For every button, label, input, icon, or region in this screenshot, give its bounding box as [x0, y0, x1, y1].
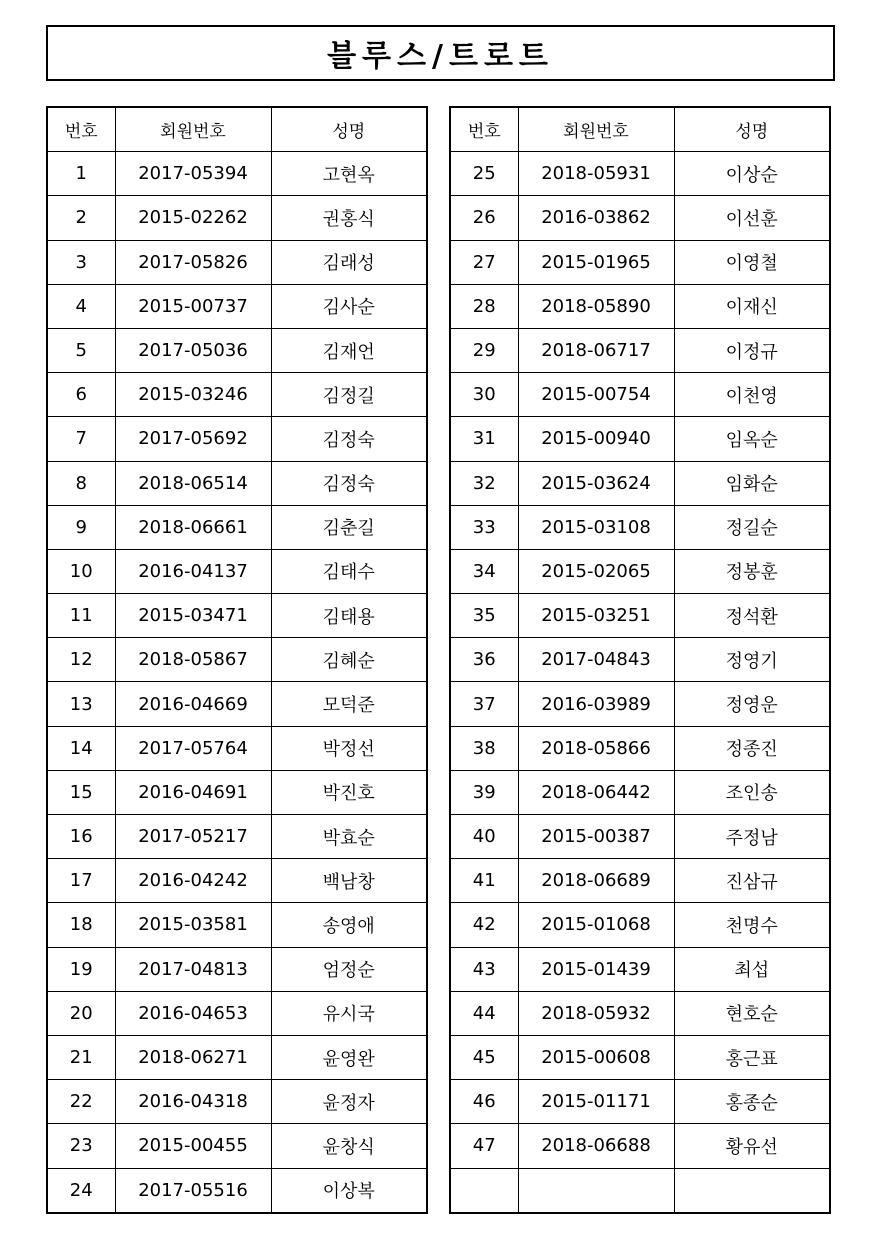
cell-no: 45: [450, 1035, 518, 1079]
table-row: [450, 770, 830, 814]
cell-no: 7: [47, 417, 115, 461]
table-row: [450, 726, 830, 770]
table-row: [450, 549, 830, 593]
cell-no: 15: [47, 770, 115, 814]
cell-no: 23: [47, 1124, 115, 1168]
cell-member-id: 2016-04691: [115, 770, 271, 814]
cell-no: 32: [450, 461, 518, 505]
table-row: [47, 991, 427, 1035]
cell-member-id: 2017-05826: [115, 240, 271, 284]
cell-name: 권홍식: [271, 196, 427, 240]
cell-name: 이재신: [674, 284, 830, 328]
cell-no: 26: [450, 196, 518, 240]
table-row: [450, 815, 830, 859]
cell-member-id: 2015-01965: [518, 240, 674, 284]
cell-no: 22: [47, 1080, 115, 1124]
table-row: [450, 1124, 830, 1168]
cell-name: 정영기: [674, 638, 830, 682]
table-row: [450, 240, 830, 284]
cell-member-id: 2018-05890: [518, 284, 674, 328]
cell-name: 정종진: [674, 726, 830, 770]
member-table-left: [46, 106, 428, 1214]
header-no: 번호: [450, 107, 518, 152]
table-row: [450, 1168, 830, 1213]
cell-no: 44: [450, 991, 518, 1035]
cell-member-id: 2015-02262: [115, 196, 271, 240]
cell-name: 정길순: [674, 505, 830, 549]
cell-name: 이정규: [674, 328, 830, 372]
header-row: [47, 107, 427, 152]
cell-name: 윤정자: [271, 1080, 427, 1124]
cell-name: 이천영: [674, 373, 830, 417]
cell-name: 김정숙: [271, 461, 427, 505]
cell-member-id: 2015-00455: [115, 1124, 271, 1168]
header-member-id: 회원번호: [518, 107, 674, 152]
cell-no: 17: [47, 859, 115, 903]
cell-name: 임화순: [674, 461, 830, 505]
cell-name: 황유선: [674, 1124, 830, 1168]
cell-no: 18: [47, 903, 115, 947]
cell-name: 조인송: [674, 770, 830, 814]
cell-no: 40: [450, 815, 518, 859]
cell-no: 38: [450, 726, 518, 770]
cell-no: 1: [47, 152, 115, 196]
cell-member-id: 2015-00754: [518, 373, 674, 417]
cell-member-id: 2017-04813: [115, 947, 271, 991]
cell-no: 12: [47, 638, 115, 682]
member-table-right: [449, 106, 831, 1214]
cell-member-id: 2015-00940: [518, 417, 674, 461]
cell-no: 6: [47, 373, 115, 417]
cell-member-id: 2018-06514: [115, 461, 271, 505]
page-title: 블루스/트로트: [327, 39, 554, 74]
cell-name: 박진호: [271, 770, 427, 814]
cell-member-id: 2015-03108: [518, 505, 674, 549]
cell-name: 김춘길: [271, 505, 427, 549]
table-body-right: [450, 152, 830, 1213]
cell-name: [674, 1168, 830, 1213]
cell-no: 41: [450, 859, 518, 903]
cell-member-id: 2018-06688: [518, 1124, 674, 1168]
table-row: [47, 1168, 427, 1213]
cell-no: [450, 1168, 518, 1213]
cell-name: 모덕준: [271, 682, 427, 726]
cell-member-id: 2016-03862: [518, 196, 674, 240]
table-row: [450, 328, 830, 372]
table-row: [450, 638, 830, 682]
cell-no: 19: [47, 947, 115, 991]
cell-member-id: 2017-05217: [115, 815, 271, 859]
table-row: [450, 152, 830, 196]
cell-no: 28: [450, 284, 518, 328]
cell-name: 정봉훈: [674, 549, 830, 593]
cell-member-id: 2017-05692: [115, 417, 271, 461]
table-row: [450, 505, 830, 549]
table-row: [47, 947, 427, 991]
cell-member-id: 2015-02065: [518, 549, 674, 593]
cell-member-id: 2015-00608: [518, 1035, 674, 1079]
cell-name: 현호순: [674, 991, 830, 1035]
table-row: [47, 373, 427, 417]
cell-name: 윤영완: [271, 1035, 427, 1079]
cell-name: 윤창식: [271, 1124, 427, 1168]
cell-no: 16: [47, 815, 115, 859]
cell-name: 이영철: [674, 240, 830, 284]
table-row: [47, 1080, 427, 1124]
title-box: [46, 25, 835, 81]
cell-no: 25: [450, 152, 518, 196]
cell-member-id: 2015-03471: [115, 594, 271, 638]
cell-name: 엄정순: [271, 947, 427, 991]
table-row: [47, 417, 427, 461]
cell-member-id: 2015-01171: [518, 1080, 674, 1124]
cell-name: 김재언: [271, 328, 427, 372]
cell-name: 박정선: [271, 726, 427, 770]
header-row: [450, 107, 830, 152]
cell-no: 24: [47, 1168, 115, 1213]
cell-name: 김혜순: [271, 638, 427, 682]
cell-member-id: 2016-04318: [115, 1080, 271, 1124]
cell-name: 주정남: [674, 815, 830, 859]
cell-member-id: 2015-01439: [518, 947, 674, 991]
cell-member-id: 2017-05516: [115, 1168, 271, 1213]
header-member-id: 회원번호: [115, 107, 271, 152]
cell-member-id: 2015-00387: [518, 815, 674, 859]
cell-no: 39: [450, 770, 518, 814]
cell-name: 천명수: [674, 903, 830, 947]
cell-name: 고현옥: [271, 152, 427, 196]
cell-member-id: 2015-03251: [518, 594, 674, 638]
cell-member-id: 2018-05866: [518, 726, 674, 770]
cell-name: 최섭: [674, 947, 830, 991]
cell-name: 김정길: [271, 373, 427, 417]
cell-name: 김정숙: [271, 417, 427, 461]
header-no: 번호: [47, 107, 115, 152]
cell-no: 33: [450, 505, 518, 549]
cell-member-id: 2018-06661: [115, 505, 271, 549]
cell-name: 홍종순: [674, 1080, 830, 1124]
cell-no: 30: [450, 373, 518, 417]
cell-name: 김태수: [271, 549, 427, 593]
table-row: [47, 196, 427, 240]
table-row: [47, 682, 427, 726]
table-row: [450, 859, 830, 903]
table-row: [47, 152, 427, 196]
table-row: [450, 947, 830, 991]
table-row: [450, 417, 830, 461]
table-body-left: [47, 152, 427, 1213]
table-row: [450, 991, 830, 1035]
cell-no: 21: [47, 1035, 115, 1079]
cell-name: 정영운: [674, 682, 830, 726]
cell-no: 46: [450, 1080, 518, 1124]
cell-name: 김태용: [271, 594, 427, 638]
cell-no: 13: [47, 682, 115, 726]
cell-name: 김사순: [271, 284, 427, 328]
cell-no: 36: [450, 638, 518, 682]
cell-no: 11: [47, 594, 115, 638]
cell-member-id: 2018-05932: [518, 991, 674, 1035]
cell-no: 4: [47, 284, 115, 328]
cell-name: 정석환: [674, 594, 830, 638]
table-row: [450, 373, 830, 417]
table-row: [47, 461, 427, 505]
table-row: [47, 903, 427, 947]
cell-no: 34: [450, 549, 518, 593]
cell-no: 2: [47, 196, 115, 240]
cell-no: 42: [450, 903, 518, 947]
cell-name: 이상복: [271, 1168, 427, 1213]
cell-member-id: 2015-01068: [518, 903, 674, 947]
cell-member-id: 2016-04242: [115, 859, 271, 903]
cell-member-id: 2018-05931: [518, 152, 674, 196]
table-row: [47, 1035, 427, 1079]
table-row: [450, 682, 830, 726]
cell-member-id: 2018-06689: [518, 859, 674, 903]
cell-no: 5: [47, 328, 115, 372]
cell-name: 진삼규: [674, 859, 830, 903]
table-row: [47, 328, 427, 372]
cell-no: 10: [47, 549, 115, 593]
table-row: [47, 284, 427, 328]
cell-no: 20: [47, 991, 115, 1035]
table-row: [450, 196, 830, 240]
table-row: [450, 594, 830, 638]
cell-member-id: 2018-06717: [518, 328, 674, 372]
cell-name: 임옥순: [674, 417, 830, 461]
table-row: [47, 549, 427, 593]
cell-member-id: 2017-05394: [115, 152, 271, 196]
cell-member-id: 2018-06442: [518, 770, 674, 814]
cell-no: 37: [450, 682, 518, 726]
cell-member-id: 2015-03581: [115, 903, 271, 947]
table-row: [47, 859, 427, 903]
cell-no: 27: [450, 240, 518, 284]
cell-name: 홍근표: [674, 1035, 830, 1079]
table-row: [47, 505, 427, 549]
table-row: [450, 1035, 830, 1079]
table-row: [450, 461, 830, 505]
table-row: [47, 726, 427, 770]
cell-name: 박효순: [271, 815, 427, 859]
cell-member-id: 2015-03624: [518, 461, 674, 505]
cell-name: 이선훈: [674, 196, 830, 240]
header-name: 성명: [271, 107, 427, 152]
cell-name: 이상순: [674, 152, 830, 196]
table-row: [47, 594, 427, 638]
cell-member-id: 2018-05867: [115, 638, 271, 682]
table-row: [47, 815, 427, 859]
cell-name: 송영애: [271, 903, 427, 947]
cell-name: 유시국: [271, 991, 427, 1035]
cell-no: 43: [450, 947, 518, 991]
cell-member-id: 2016-03989: [518, 682, 674, 726]
table-row: [450, 903, 830, 947]
cell-member-id: 2017-04843: [518, 638, 674, 682]
table-row: [47, 1124, 427, 1168]
cell-member-id: 2016-04653: [115, 991, 271, 1035]
cell-no: 9: [47, 505, 115, 549]
cell-no: 35: [450, 594, 518, 638]
cell-name: 백남창: [271, 859, 427, 903]
table-row: [47, 240, 427, 284]
cell-member-id: [518, 1168, 674, 1213]
cell-member-id: 2016-04669: [115, 682, 271, 726]
cell-no: 47: [450, 1124, 518, 1168]
cell-name: 김래성: [271, 240, 427, 284]
cell-member-id: 2016-04137: [115, 549, 271, 593]
table-row: [47, 638, 427, 682]
cell-no: 3: [47, 240, 115, 284]
cell-member-id: 2015-00737: [115, 284, 271, 328]
cell-member-id: 2015-03246: [115, 373, 271, 417]
table-row: [47, 770, 427, 814]
table-row: [450, 284, 830, 328]
cell-no: 29: [450, 328, 518, 372]
cell-member-id: 2017-05036: [115, 328, 271, 372]
header-name: 성명: [674, 107, 830, 152]
cell-member-id: 2017-05764: [115, 726, 271, 770]
cell-no: 31: [450, 417, 518, 461]
cell-no: 8: [47, 461, 115, 505]
table-row: [450, 1080, 830, 1124]
cell-member-id: 2018-06271: [115, 1035, 271, 1079]
cell-no: 14: [47, 726, 115, 770]
